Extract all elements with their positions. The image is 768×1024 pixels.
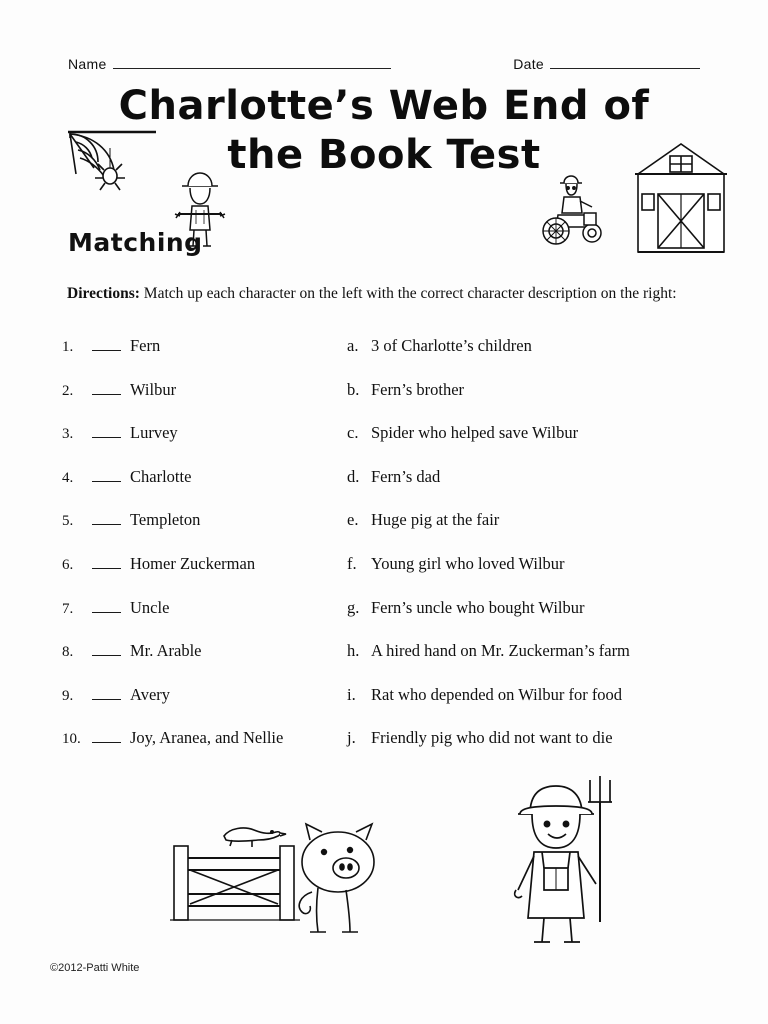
matching-left-item[interactable] bbox=[62, 554, 347, 574]
matching-right-item bbox=[347, 598, 585, 618]
matching-list bbox=[62, 336, 712, 772]
answer-blank[interactable] bbox=[92, 339, 121, 351]
matching-row bbox=[62, 467, 712, 511]
character-name: Wilbur bbox=[130, 379, 177, 399]
matching-right-item bbox=[347, 336, 532, 356]
matching-row bbox=[62, 380, 712, 424]
copyright-notice: ©2012-Patti White bbox=[50, 962, 140, 974]
item-number: 1. bbox=[62, 339, 74, 355]
character-description: Friendly pig who did not want to die bbox=[371, 728, 613, 748]
matching-right-item bbox=[347, 423, 578, 443]
matching-left-item[interactable] bbox=[62, 728, 347, 748]
date-field-group bbox=[513, 56, 700, 72]
section-heading-matching: Matching bbox=[68, 228, 203, 257]
answer-blank[interactable] bbox=[92, 601, 121, 613]
directions-label: Directions: bbox=[67, 285, 140, 302]
matching-left-item[interactable] bbox=[62, 336, 347, 356]
date-label: Date bbox=[513, 56, 544, 72]
item-number: 2. bbox=[62, 382, 74, 399]
farmer-with-pitchfork-icon bbox=[500, 772, 620, 952]
matching-left-item[interactable] bbox=[62, 685, 347, 705]
matching-right-item bbox=[347, 467, 440, 487]
matching-left-item[interactable] bbox=[62, 510, 347, 530]
character-name: Fern bbox=[130, 336, 161, 355]
matching-row bbox=[62, 554, 712, 598]
matching-row bbox=[62, 728, 712, 772]
page-title: Charlotte’s Web End of the Book Test bbox=[118, 83, 650, 178]
character-description: 3 of Charlotte’s children bbox=[371, 336, 532, 355]
fence-with-goose-and-pig-icon bbox=[160, 800, 410, 950]
character-description: Rat who depended on Wilbur for food bbox=[371, 684, 623, 704]
character-description: Young girl who loved Wilbur bbox=[371, 553, 565, 573]
farmer-on-tractor-icon bbox=[534, 175, 614, 247]
answer-blank[interactable] bbox=[92, 513, 121, 525]
item-number: 10. bbox=[62, 731, 81, 748]
answer-blank[interactable] bbox=[92, 426, 121, 438]
option-letter: c. bbox=[347, 423, 359, 443]
matching-right-item bbox=[347, 510, 499, 530]
character-description: A hired hand on Mr. Zuckerman’s farm bbox=[371, 641, 630, 661]
item-number: 3. bbox=[62, 426, 74, 443]
matching-left-item[interactable] bbox=[62, 467, 347, 487]
option-letter: b. bbox=[347, 379, 360, 399]
option-letter: e. bbox=[347, 510, 359, 530]
matching-row bbox=[62, 685, 712, 729]
character-description: Fern’s dad bbox=[371, 466, 441, 486]
character-description: Fern’s uncle who bought Wilbur bbox=[371, 597, 585, 617]
name-label: Name bbox=[68, 56, 107, 72]
character-name: Templeton bbox=[130, 510, 201, 530]
option-letter: j. bbox=[347, 728, 356, 748]
matching-left-item[interactable] bbox=[62, 598, 347, 618]
character-description: Fern’s brother bbox=[371, 379, 465, 399]
item-number: 8. bbox=[62, 644, 74, 661]
character-name: Joy, Aranea, and Nellie bbox=[130, 728, 284, 748]
matching-right-item bbox=[347, 641, 630, 661]
spiderweb-with-spider-icon bbox=[64, 128, 160, 200]
name-input-line[interactable] bbox=[113, 68, 391, 69]
name-date-line bbox=[68, 56, 700, 72]
answer-blank[interactable] bbox=[92, 470, 121, 482]
matching-right-item bbox=[347, 380, 464, 400]
answer-blank[interactable] bbox=[92, 644, 121, 656]
character-name: Uncle bbox=[130, 597, 170, 617]
matching-row bbox=[62, 598, 712, 642]
barn-icon bbox=[630, 130, 732, 262]
matching-row bbox=[62, 336, 712, 380]
matching-right-item bbox=[347, 685, 622, 705]
matching-row bbox=[62, 641, 712, 685]
character-name: Homer Zuckerman bbox=[130, 553, 256, 573]
matching-right-item bbox=[347, 728, 613, 748]
name-field-group bbox=[68, 56, 391, 72]
matching-left-item[interactable] bbox=[62, 641, 347, 661]
answer-blank[interactable] bbox=[92, 557, 121, 569]
item-number: 9. bbox=[62, 687, 74, 704]
character-name: Avery bbox=[130, 684, 171, 704]
character-description: Huge pig at the fair bbox=[371, 510, 500, 530]
character-name: Mr. Arable bbox=[130, 641, 202, 661]
option-letter: f. bbox=[347, 553, 357, 573]
item-number: 7. bbox=[62, 600, 74, 617]
option-letter: d. bbox=[347, 466, 360, 486]
answer-blank[interactable] bbox=[92, 383, 121, 395]
item-number: 5. bbox=[62, 513, 74, 530]
directions-text bbox=[67, 283, 700, 305]
option-letter: a. bbox=[347, 336, 359, 355]
character-name: Charlotte bbox=[130, 466, 192, 486]
matching-row bbox=[62, 510, 712, 554]
option-letter: i. bbox=[347, 684, 356, 704]
directions-body: Match up each character on the left with the correct character description on the right: bbox=[139, 285, 677, 302]
option-letter: g. bbox=[347, 597, 360, 617]
answer-blank[interactable] bbox=[92, 731, 121, 743]
matching-left-item[interactable] bbox=[62, 380, 347, 400]
character-description: Spider who helped save Wilbur bbox=[371, 423, 579, 443]
item-number: 6. bbox=[62, 556, 74, 573]
item-number: 4. bbox=[62, 469, 74, 486]
matching-row bbox=[62, 423, 712, 467]
character-name: Lurvey bbox=[130, 423, 178, 443]
date-input-line[interactable] bbox=[550, 68, 700, 69]
option-letter: h. bbox=[347, 641, 360, 661]
matching-right-item bbox=[347, 554, 565, 574]
answer-blank[interactable] bbox=[92, 688, 121, 700]
matching-left-item[interactable] bbox=[62, 423, 347, 443]
